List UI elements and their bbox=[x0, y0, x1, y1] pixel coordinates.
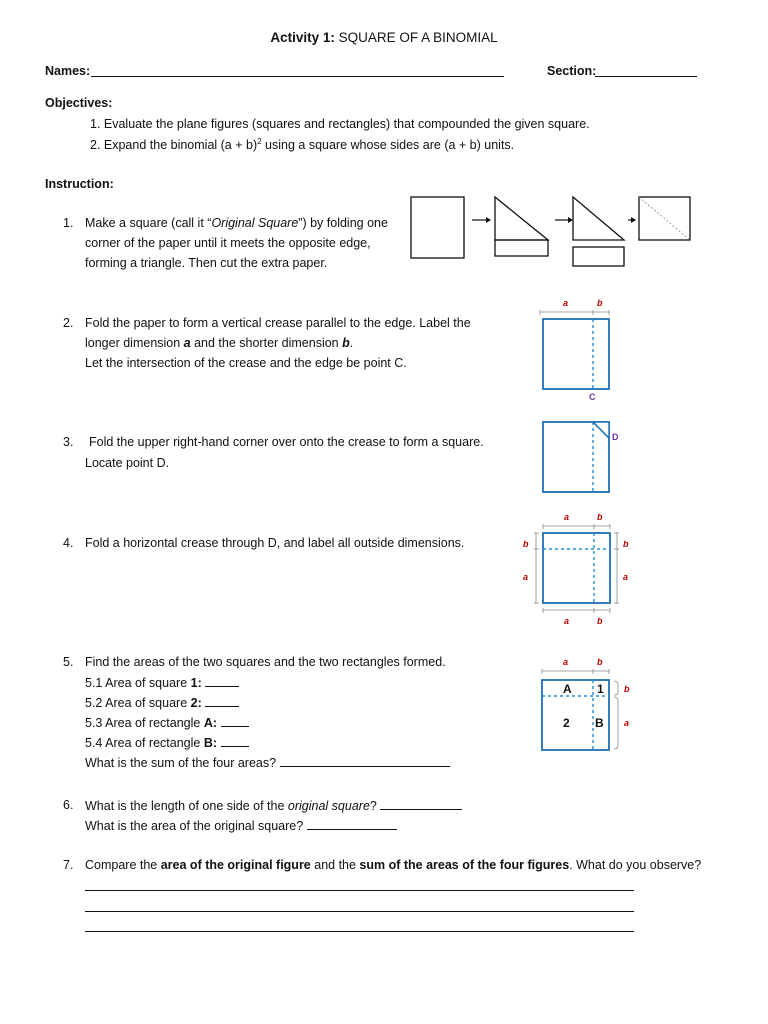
folded-triangle bbox=[495, 197, 548, 240]
arrow-2-head bbox=[568, 217, 573, 223]
step-1-number: 1. bbox=[63, 216, 74, 230]
answer-5-2[interactable] bbox=[205, 695, 239, 707]
names-label: Names: bbox=[45, 64, 91, 78]
label-b-right: b bbox=[623, 539, 629, 549]
label-a-right: a bbox=[623, 572, 629, 582]
answer-7-line-3[interactable] bbox=[85, 931, 634, 932]
region-2: 2 bbox=[563, 716, 570, 730]
section-label: Section: bbox=[547, 64, 597, 78]
diagonal-crease bbox=[639, 197, 690, 240]
arrow-1-head bbox=[486, 217, 491, 223]
step-6-italic: original square bbox=[287, 799, 370, 813]
step-5-4-bold: B: bbox=[203, 736, 218, 750]
step-2-text-c: . bbox=[349, 336, 354, 350]
step-5-1 bbox=[85, 675, 239, 690]
step-4-diagram bbox=[515, 510, 645, 630]
title-bold: Activity 1: bbox=[270, 30, 335, 45]
step-2-line-2 bbox=[85, 336, 353, 350]
step-7-line-1 bbox=[85, 858, 701, 872]
step-5-1-bold: 1: bbox=[190, 676, 202, 690]
names-field[interactable] bbox=[91, 76, 504, 77]
step-3-number: 3. bbox=[63, 435, 74, 449]
step-7-text-a: Compare the bbox=[85, 858, 161, 872]
step-7-number: 7. bbox=[63, 858, 74, 872]
step-5-question bbox=[85, 755, 450, 770]
arrow-3-head bbox=[631, 217, 636, 223]
step-5-1-text: 5.1 Area of square bbox=[85, 676, 191, 690]
region-B: B bbox=[595, 716, 604, 730]
step-5-2-text: 5.2 Area of square bbox=[85, 696, 191, 710]
objective-2-exp: 2 bbox=[257, 137, 262, 146]
objective-2-a: 2. Expand the binomial (a + b) bbox=[90, 138, 258, 153]
label-a-5: a bbox=[563, 657, 569, 667]
label-a-bottom: a bbox=[564, 616, 570, 626]
step-3-line-1: Fold the upper right-hand corner over onto the crease to form a square. bbox=[89, 435, 484, 449]
title-rest: SQUARE OF A BINOMIAL bbox=[334, 30, 498, 45]
step-7-bold-2: sum of the areas of the four figures bbox=[359, 858, 570, 872]
step-4-line-1: Fold a horizontal crease through D, and label all outside dimensions. bbox=[85, 536, 465, 550]
objectives-label: Objectives: bbox=[45, 96, 113, 110]
step-2-var-b: b bbox=[342, 336, 350, 350]
instruction-label: Instruction: bbox=[45, 177, 114, 191]
answer-6-area[interactable] bbox=[307, 818, 397, 830]
region-1: 1 bbox=[597, 682, 604, 696]
step-5-3-bold: A: bbox=[203, 716, 218, 730]
label-C: C bbox=[589, 392, 596, 402]
step-5-4 bbox=[85, 735, 249, 750]
step-5-2-bold: 2: bbox=[190, 696, 202, 710]
step-2-number: 2. bbox=[63, 316, 74, 330]
answer-5-sum[interactable] bbox=[280, 755, 450, 767]
step-1-text-a: Make a square (call it “ bbox=[85, 216, 212, 230]
step-4-number: 4. bbox=[63, 536, 74, 550]
label-b-bottom: b bbox=[597, 616, 603, 626]
answer-5-3[interactable] bbox=[221, 715, 249, 727]
label-b-top: b bbox=[597, 512, 603, 522]
label-a-top: a bbox=[564, 512, 570, 522]
step-6-line-2 bbox=[85, 818, 397, 833]
step-7-text-c: and the bbox=[310, 858, 360, 872]
cut-triangle bbox=[573, 197, 624, 240]
step-5-3-text: 5.3 Area of rectangle bbox=[85, 716, 204, 730]
step-7-text-e: . What do you observe? bbox=[569, 858, 702, 872]
label-b-5: b bbox=[597, 657, 603, 667]
step-6-line-1 bbox=[85, 798, 462, 813]
step-2-diagram bbox=[536, 296, 626, 406]
step-6-text-2: What is the area of the original square? bbox=[85, 819, 304, 833]
label-a: a bbox=[563, 298, 569, 308]
square-paper-3 bbox=[543, 422, 609, 492]
step-6-text-c: ? bbox=[369, 799, 377, 813]
answer-5-4[interactable] bbox=[221, 735, 249, 747]
step-5-number: 5. bbox=[63, 655, 74, 669]
objective-2 bbox=[90, 137, 514, 152]
step-3-line-2: Locate point D. bbox=[85, 456, 170, 470]
step-1-line-3: forming a triangle. Then cut the extra paper. bbox=[85, 256, 328, 270]
square-paper bbox=[543, 319, 609, 389]
label-b: b bbox=[597, 298, 603, 308]
region-A: A bbox=[563, 682, 572, 696]
step-5-question-text: What is the sum of the four areas? bbox=[85, 756, 277, 770]
answer-7-line-1[interactable] bbox=[85, 890, 634, 891]
step-1-line-1 bbox=[85, 216, 388, 230]
extra-strip bbox=[495, 240, 548, 256]
step-6-number: 6. bbox=[63, 798, 74, 812]
step-3-diagram bbox=[540, 420, 630, 500]
cut-strip bbox=[573, 247, 624, 266]
objective-2-b: using a square whose sides are (a + b) units. bbox=[261, 138, 515, 153]
label-a-left: a bbox=[523, 572, 529, 582]
square-paper-4 bbox=[543, 533, 610, 603]
step-1-line-2: corner of the paper until it meets the opposite edge, bbox=[85, 236, 371, 250]
step-2-line-1: Fold the paper to form a vertical crease parallel to the edge. Label the bbox=[85, 316, 471, 330]
label-a-5-right: a bbox=[624, 718, 630, 728]
label-D: D bbox=[612, 432, 619, 442]
paper-rect bbox=[411, 197, 464, 258]
label-b-left: b bbox=[523, 539, 529, 549]
step-5-3 bbox=[85, 715, 249, 730]
step-2-text-a: longer dimension bbox=[85, 336, 184, 350]
label-b-5-right: b bbox=[624, 684, 630, 694]
step-5-4-text: 5.4 Area of rectangle bbox=[85, 736, 204, 750]
step-5-2 bbox=[85, 695, 239, 710]
step-1-text-c: ”) by folding one bbox=[298, 216, 388, 230]
step-6-text-a: What is the length of one side of the bbox=[85, 799, 288, 813]
step-1-diagram bbox=[410, 195, 720, 270]
page-title bbox=[0, 30, 768, 45]
answer-6-length[interactable] bbox=[380, 798, 462, 810]
step-2-var-a: a bbox=[183, 336, 191, 350]
objective-1: 1. Evaluate the plane figures (squares and rectangles) that compounded the given square. bbox=[90, 117, 590, 131]
step-1-text-italic: Original Square bbox=[211, 216, 299, 230]
step-2-line-3: Let the intersection of the crease and the edge be point C. bbox=[85, 356, 407, 370]
section-field[interactable] bbox=[595, 76, 697, 77]
step-5-line-1: Find the areas of the two squares and the two rectangles formed. bbox=[85, 655, 446, 669]
step-7-bold-1: area of the original figure bbox=[160, 858, 311, 872]
step-5-diagram bbox=[525, 655, 645, 755]
answer-5-1[interactable] bbox=[205, 675, 239, 687]
answer-7-line-2[interactable] bbox=[85, 911, 634, 912]
step-2-text-b: and the shorter dimension bbox=[190, 336, 343, 350]
